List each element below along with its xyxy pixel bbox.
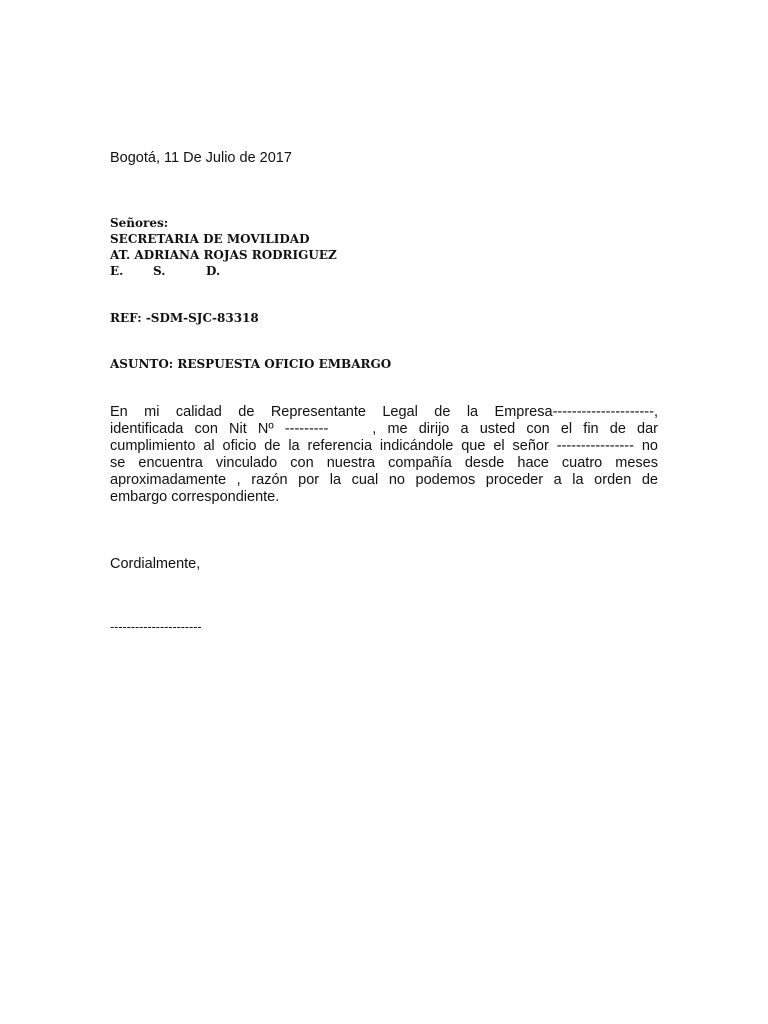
- subject-line: ASUNTO: RESPUESTA OFICIO EMBARGO: [110, 357, 392, 371]
- body-line-3: cumplimiento al oficio de la referencia indicándole que el señor ---------------- no: [110, 438, 658, 454]
- signature-line: ----------------------: [110, 620, 202, 634]
- body-line-2: [110, 421, 658, 438]
- body-line-4: se encuentra vinculado con nuestra compañía desde hace cuatro meses: [110, 455, 658, 471]
- body-line-5: aproximadamente , razón por la cual no podemos proceder a la orden de: [110, 472, 658, 488]
- reference-line: REF: -SDM-SJC-83318: [110, 311, 259, 325]
- esd-e: E.: [110, 264, 124, 278]
- esd-s: S.: [153, 264, 166, 278]
- recipient-esd: [110, 263, 337, 279]
- body-line-6: embargo correspondiente.: [110, 489, 280, 505]
- body-line-2-start: identificada con Nit Nº ---------: [110, 421, 329, 437]
- recipient-block: [110, 215, 337, 279]
- recipient-salutation: Señores:: [110, 216, 169, 230]
- recipient-organization: SECRETARIA DE MOVILIDAD: [110, 232, 310, 246]
- body-line-2-end: , me dirijo a usted con el fin de dar: [372, 421, 659, 437]
- body-line-1: En mi calidad de Representante Legal de la Empresa---------------------,: [110, 404, 658, 420]
- closing: Cordialmente,: [110, 556, 201, 572]
- esd-d: D.: [206, 264, 221, 278]
- letter-date: Bogotá, 11 De Julio de 2017: [110, 150, 292, 166]
- recipient-attention: AT. ADRIANA ROJAS RODRIGUEZ: [110, 248, 337, 262]
- letter-body: [110, 404, 658, 506]
